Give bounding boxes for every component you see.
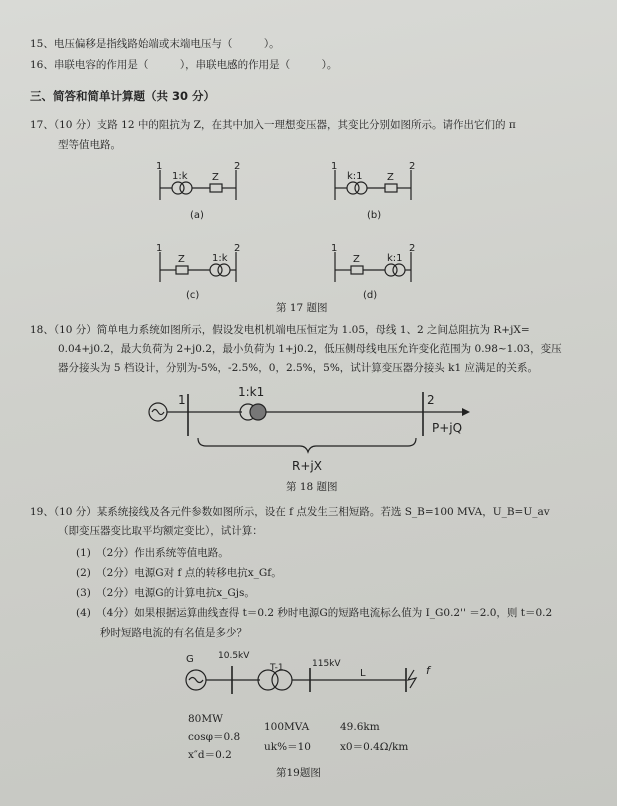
node-1-label: 1 bbox=[331, 243, 338, 254]
node-1-label: 1 bbox=[156, 243, 163, 254]
sub-label-b: (b) bbox=[367, 210, 382, 221]
section-heading: 三、简答和简单计算题（共 30 分） bbox=[30, 89, 216, 103]
question-19-line1: 19、（10 分）某系统接线及各元件参数如图所示，设在 f 点发生三相短路。若选 S_B=100 MVA，U_B=U_av bbox=[30, 506, 550, 518]
question-19-item4b: 秒时短路电流的有名值是多少？ bbox=[100, 627, 247, 639]
ratio-label: 1:k1 bbox=[238, 385, 265, 399]
sub-label-d: (d) bbox=[363, 290, 378, 301]
question-19-item4a: (4) （4分）如果根据运算曲线查得 t＝0.2 秒时电源G的短路电流标么值为 I_G0.2'' ＝2.0，则 t＝0.2 bbox=[76, 607, 553, 619]
node-1-label: 1 bbox=[178, 393, 186, 407]
ratio-label: 1:k bbox=[212, 253, 228, 264]
diagram-17c bbox=[150, 242, 250, 300]
ratio-label: k:1 bbox=[347, 171, 363, 182]
question-19-line2: （即变压器变比取平均额定变比），试计算： bbox=[58, 525, 263, 537]
node-2-label: 2 bbox=[409, 161, 416, 172]
impedance-label: Z bbox=[353, 254, 360, 265]
question-19-item1: (1) （2分）作出系统等值电路。 bbox=[76, 547, 229, 559]
node-2-label: 2 bbox=[234, 243, 241, 254]
node-2-label: 2 bbox=[427, 393, 435, 407]
generator-label: G bbox=[186, 654, 194, 665]
generator-power: 80MW bbox=[188, 713, 223, 725]
node-1-label: 1 bbox=[156, 161, 163, 172]
impedance-label: Z bbox=[212, 172, 219, 183]
ratio-label: 1:k bbox=[172, 171, 188, 182]
question-18-line1: 18、（10 分）简单电力系统如图所示，假设发电机机端电压恒定为 1.05，母线 1、2 之间总阻抗为 R+jX= bbox=[30, 324, 530, 336]
question-17-line1: 17、（10 分）支路 12 中的阻抗为 Z，在其中加入一理想变压器，其变比分别如图所示。请作出它们的 π bbox=[30, 119, 516, 131]
figure-18-caption: 第 18 题图 bbox=[286, 481, 338, 493]
question-19-item2: (2) （2分）电源G对 f 点的转移电抗x_Gf。 bbox=[76, 567, 282, 579]
figure-17-caption: 第 17 题图 bbox=[276, 302, 328, 314]
sub-label-c: (c) bbox=[186, 290, 200, 301]
question-18-line3: 器分接头为 5 档设计，分别为-5%，-2.5%，0，2.5%，5%，试计算变压器分接头 k1 应满足的关系。 bbox=[58, 362, 539, 374]
diagram-17a bbox=[150, 160, 250, 220]
question-17-line2: 型等值电路。 bbox=[58, 139, 121, 151]
line-reactance: x0＝0.4Ω/km bbox=[340, 741, 409, 753]
transformer-impedance: uk%＝10 bbox=[264, 741, 311, 753]
diagram-18 bbox=[140, 378, 480, 478]
sub-label-a: (a) bbox=[190, 210, 204, 221]
diagram-17d bbox=[325, 242, 425, 300]
transformer-capacity: 100MVA bbox=[264, 721, 310, 733]
question-18-line2: 0.04+j0.2，最大负荷为 2+j0.2，最小负荷为 1+j0.2，低压侧母线电压允许变化范围为 0.98~1.03，变压 bbox=[58, 343, 562, 355]
node-2-label: 2 bbox=[234, 161, 241, 172]
question-15: 15、电压偏移是指线路始端或末端电压与（ ）。 bbox=[30, 38, 280, 50]
line-label: L bbox=[360, 668, 366, 679]
voltage-115kv-label: 115kV bbox=[312, 659, 341, 669]
question-19-item3: (3) （2分）电源G的计算电抗x_Gjs。 bbox=[76, 587, 255, 599]
question-16: 16、串联电容的作用是（ ），串联电感的作用是（ ）。 bbox=[30, 59, 338, 71]
generator-reactance: x″d＝0.2 bbox=[188, 749, 232, 761]
impedance-label: R+jX bbox=[292, 459, 322, 473]
node-2-label: 2 bbox=[409, 243, 416, 254]
ratio-label: k:1 bbox=[387, 253, 403, 264]
impedance-label: Z bbox=[387, 172, 394, 183]
diagram-19 bbox=[170, 650, 440, 710]
generator-power-factor: cosφ＝0.8 bbox=[188, 731, 241, 743]
impedance-label: Z bbox=[178, 254, 185, 265]
load-label: P+jQ bbox=[432, 421, 463, 435]
node-1-label: 1 bbox=[331, 161, 338, 172]
fault-point-label: f bbox=[426, 664, 430, 677]
transformer-label: T-1 bbox=[270, 663, 284, 673]
diagram-17b bbox=[325, 160, 425, 220]
line-length: 49.6km bbox=[340, 721, 380, 733]
figure-19-caption: 第19题图 bbox=[276, 767, 321, 779]
voltage-10kv-label: 10.5kV bbox=[218, 651, 250, 661]
